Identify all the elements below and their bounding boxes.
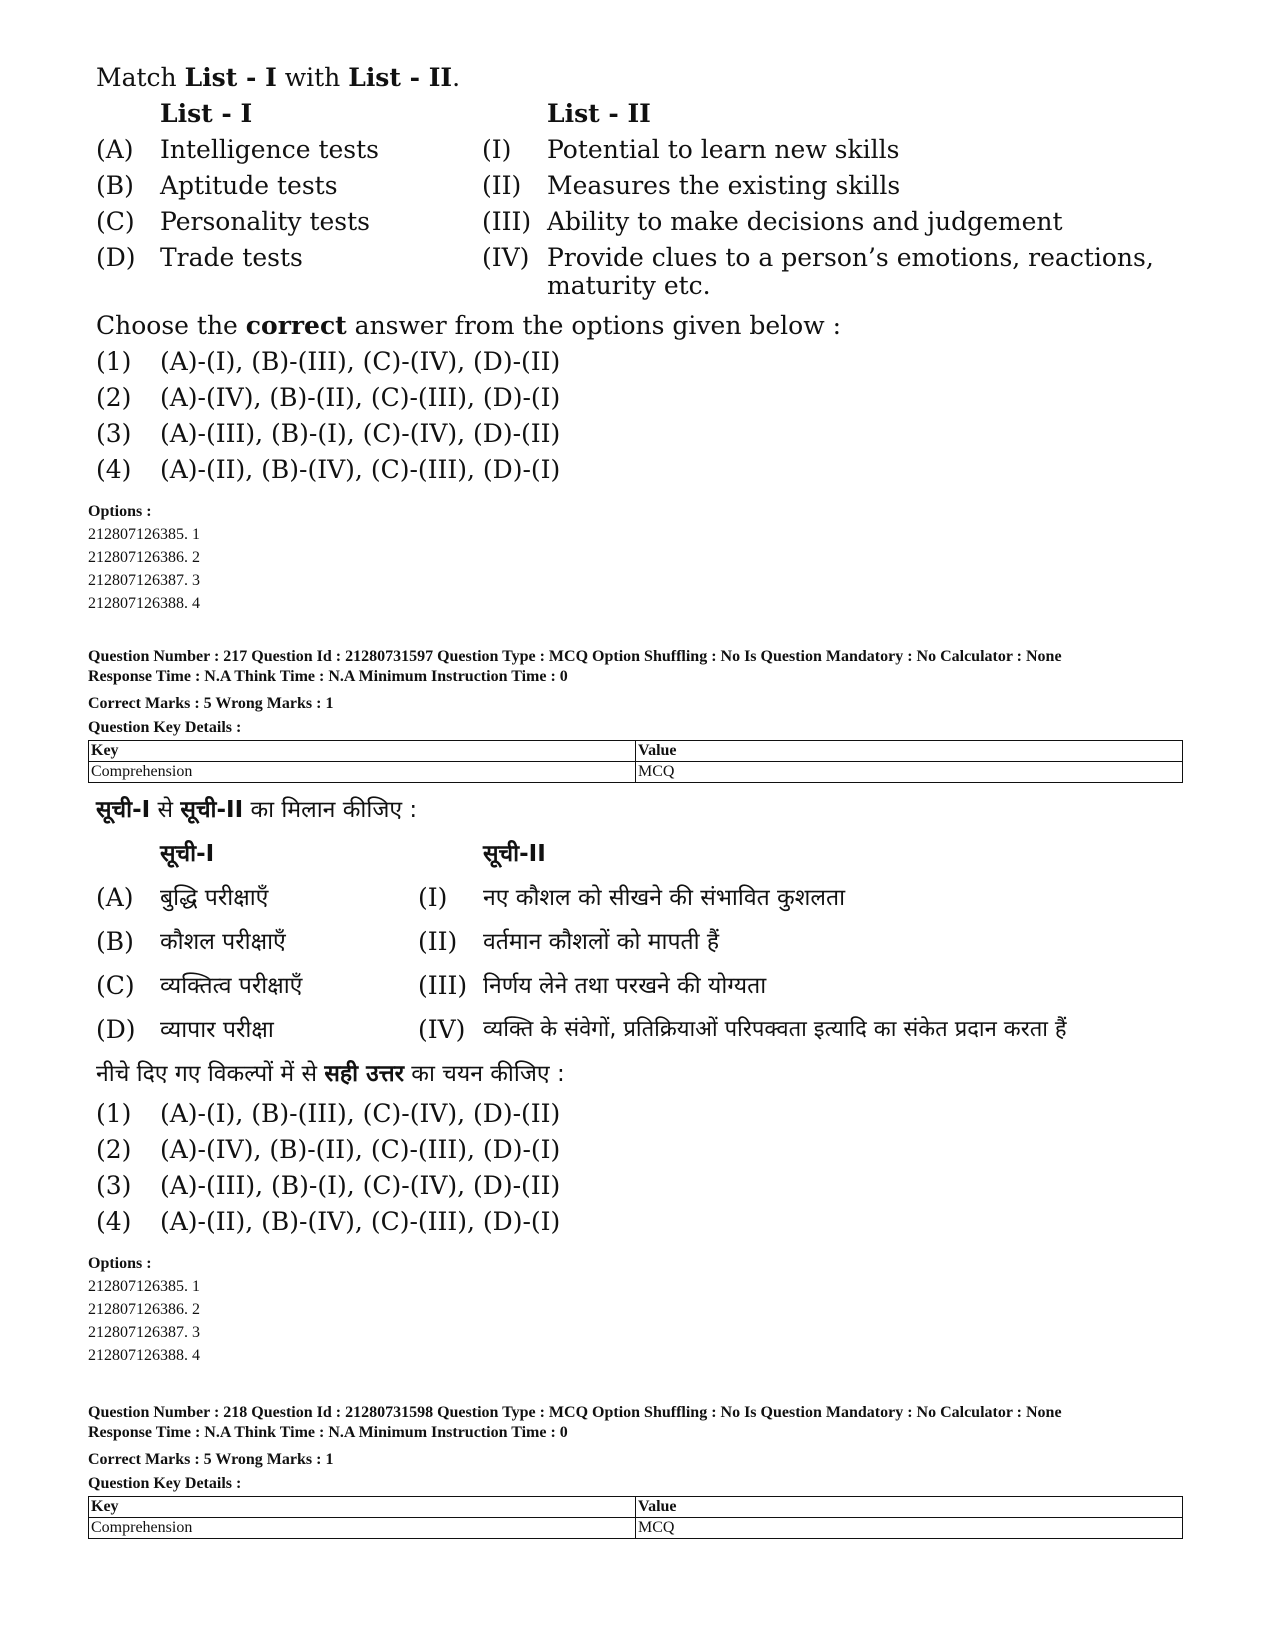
row-label: (A) — [96, 883, 134, 912]
row-label: (B) — [96, 927, 134, 956]
row-label: (B) — [96, 171, 134, 200]
row-item: Aptitude tests — [160, 171, 338, 200]
q218-meta: Question Number : 218 Question Id : 21280731598 Question Type : MCQ Option Shuffling : No Is Question Mandatory : No Calculator : None Response Time : N.A Think Time : N.A Minimum Instruction Time : 0 — [88, 1404, 1062, 1441]
table-header-key: Key — [89, 741, 636, 762]
row-item: Measures the existing skills — [547, 171, 901, 200]
q218-marks: Correct Marks : 5 Wrong Marks : 1 — [88, 1451, 334, 1468]
hindi-match-row — [96, 964, 1206, 1008]
option-id: 212807126385. 1 — [88, 526, 200, 543]
row-label: (C) — [96, 207, 135, 236]
row-label: (III) — [482, 207, 532, 236]
hindi-choose-instruction: नीचे दिए गए विकल्पों में से सही उत्तर का चयन कीजिए : — [96, 1061, 565, 1087]
row-item: Potential to learn new skills — [547, 135, 900, 164]
q218-key-table — [88, 1496, 1183, 1539]
q1-match-row — [96, 204, 1206, 240]
q218-key-details-label: Question Key Details : — [88, 1475, 242, 1492]
q217-options-list — [88, 1252, 200, 1367]
q1-options-list — [88, 500, 200, 615]
row-item: Ability to make decisions and judgement — [547, 207, 1063, 236]
row-label: (IV) — [418, 1015, 466, 1044]
option-id: 212807126385. 1 — [88, 1278, 200, 1295]
row-label: (II) — [482, 171, 522, 200]
q217-key-details-label: Question Key Details : — [88, 719, 242, 736]
q1-instruction: Match List - I with List - II. — [96, 63, 461, 92]
option-id: 212807126388. 4 — [88, 595, 200, 612]
hindi-list1-header: सूची-I — [160, 841, 215, 867]
table-cell-key: Comprehension — [89, 762, 636, 783]
row-label: (D) — [96, 243, 136, 272]
option-id: 212807126386. 2 — [88, 1301, 200, 1318]
row-item: नए कौशल को सीखने की संभावित कुशलता — [483, 885, 846, 911]
option-id: 212807126388. 4 — [88, 1347, 200, 1364]
row-item: कौशल परीक्षाएँ — [160, 929, 286, 955]
hindi-instruction: सूची-I से सूची-II का मिलान कीजिए : — [96, 797, 418, 823]
option-id: 212807126386. 2 — [88, 549, 200, 566]
row-item: व्यक्ति के संवेगों, प्रतिक्रियाओं परिपक्वता इत्यादि का संकेत प्रदान करता हैं — [483, 1017, 1067, 1042]
row-label: (D) — [96, 1015, 136, 1044]
q217-marks: Correct Marks : 5 Wrong Marks : 1 — [88, 695, 334, 712]
table-header-value: Value — [636, 1497, 1183, 1518]
hindi-list2-header: सूची-II — [483, 841, 546, 867]
table-cell-key: Comprehension — [89, 1518, 636, 1539]
row-item: बुद्धि परीक्षाएँ — [160, 885, 269, 911]
table-header-value: Value — [636, 741, 1183, 762]
option-id: 212807126387. 3 — [88, 1324, 200, 1341]
row-item: वर्तमान कौशलों को मापती हैं — [483, 929, 720, 955]
row-item: व्यक्तित्व परीक्षाएँ — [160, 973, 303, 999]
row-item: Personality tests — [160, 207, 370, 236]
q217-meta: Question Number : 217 Question Id : 21280731597 Question Type : MCQ Option Shuffling : No Is Question Mandatory : No Calculator : None Response Time : N.A Think Time : N.A Minimum Instruction Time : 0 — [88, 648, 1062, 685]
q217-key-table — [88, 740, 1183, 783]
row-item: व्यापार परीक्षा — [160, 1017, 274, 1043]
row-item: Trade tests — [160, 243, 303, 272]
table-cell-value: MCQ — [636, 1518, 1183, 1539]
table-cell-value: MCQ — [636, 762, 1183, 783]
row-label: (III) — [418, 971, 468, 1000]
hindi-match-row — [96, 920, 1206, 964]
row-item: Intelligence tests — [160, 135, 379, 164]
q1-match-row — [96, 168, 1206, 204]
q1-match-row — [96, 132, 1206, 168]
row-label: (I) — [482, 135, 512, 164]
row-item: Provide clues to a person’s emotions, reactions, maturity etc. — [547, 243, 1154, 300]
row-label: (A) — [96, 135, 134, 164]
options-label: Options : — [88, 1255, 152, 1272]
table-header-key: Key — [89, 1497, 636, 1518]
q1-choose-instruction: Choose the correct answer from the options given below : — [96, 311, 841, 340]
option-id: 212807126387. 3 — [88, 572, 200, 589]
row-item: निर्णय लेने तथा परखने की योग्यता — [483, 973, 767, 999]
hindi-match-row — [96, 876, 1206, 920]
hindi-match-row — [96, 1008, 1206, 1052]
row-label: (I) — [418, 883, 448, 912]
q1-match-row — [96, 240, 1206, 300]
options-label: Options : — [88, 503, 152, 520]
q1-list2-header: List - II — [547, 99, 651, 128]
row-label: (C) — [96, 971, 135, 1000]
q1-list1-header: List - I — [160, 99, 253, 128]
row-label: (IV) — [482, 243, 530, 272]
row-label: (II) — [418, 927, 458, 956]
